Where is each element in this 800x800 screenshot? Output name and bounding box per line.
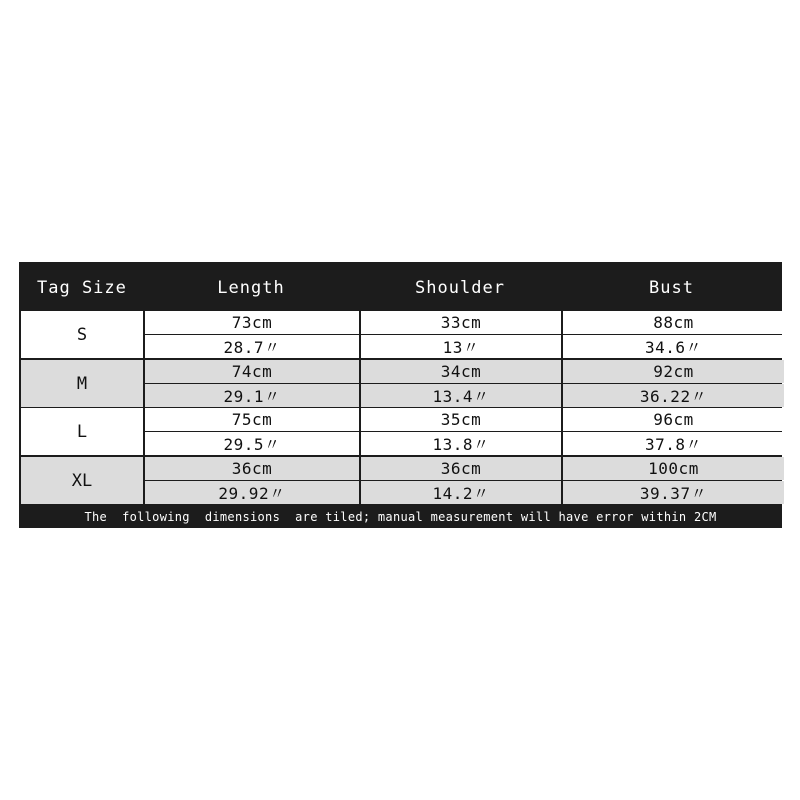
table-header-row	[19, 262, 782, 311]
length-cell	[145, 408, 359, 455]
table-row	[21, 408, 780, 455]
bust-cm: 100cm	[563, 457, 784, 480]
bust-cm: 92cm	[563, 360, 784, 383]
length-inch: 28.7〃	[145, 335, 359, 358]
bust-cell	[563, 457, 784, 504]
header-length: Length	[217, 277, 285, 298]
table-row	[21, 457, 780, 504]
shoulder-cell	[361, 311, 561, 358]
length-cell	[145, 311, 359, 358]
size-label: L	[21, 408, 143, 455]
shoulder-cell	[361, 457, 561, 504]
shoulder-cell	[361, 360, 561, 407]
length-cm: 75cm	[145, 408, 359, 431]
header-bust: Bust	[649, 277, 694, 298]
shoulder-cm: 34cm	[361, 360, 561, 383]
bust-inch: 36.22〃	[563, 384, 784, 407]
shoulder-cm: 36cm	[361, 457, 561, 480]
table-row	[21, 311, 780, 358]
bust-cell	[563, 360, 784, 407]
length-cell	[145, 457, 359, 504]
length-cm: 73cm	[145, 311, 359, 334]
bust-inch: 37.8〃	[563, 432, 784, 455]
length-cm: 36cm	[145, 457, 359, 480]
length-cell	[145, 360, 359, 407]
bust-cell	[563, 408, 784, 455]
bust-cm: 88cm	[563, 311, 784, 334]
shoulder-cm: 35cm	[361, 408, 561, 431]
size-chart-table	[19, 262, 782, 528]
length-inch: 29.92〃	[145, 481, 359, 504]
size-label: S	[21, 311, 143, 358]
header-shoulder: Shoulder	[415, 277, 505, 298]
size-label: M	[21, 360, 143, 407]
shoulder-inch: 14.2〃	[361, 481, 561, 504]
length-inch: 29.1〃	[145, 384, 359, 407]
bust-inch: 34.6〃	[563, 335, 784, 358]
header-tag-size: Tag Size	[37, 277, 127, 298]
size-label: XL	[21, 457, 143, 504]
length-inch: 29.5〃	[145, 432, 359, 455]
length-cm: 74cm	[145, 360, 359, 383]
shoulder-cell	[361, 408, 561, 455]
bust-cell	[563, 311, 784, 358]
measurement-footnote: The following dimensions are tiled; manual measurement will have error within 2CM	[84, 509, 717, 524]
shoulder-inch: 13.8〃	[361, 432, 561, 455]
table-row	[21, 360, 780, 407]
bust-cm: 96cm	[563, 408, 784, 431]
shoulder-inch: 13〃	[361, 335, 561, 358]
table-body	[21, 311, 780, 504]
shoulder-inch: 13.4〃	[361, 384, 561, 407]
bust-inch: 39.37〃	[563, 481, 784, 504]
shoulder-cm: 33cm	[361, 311, 561, 334]
